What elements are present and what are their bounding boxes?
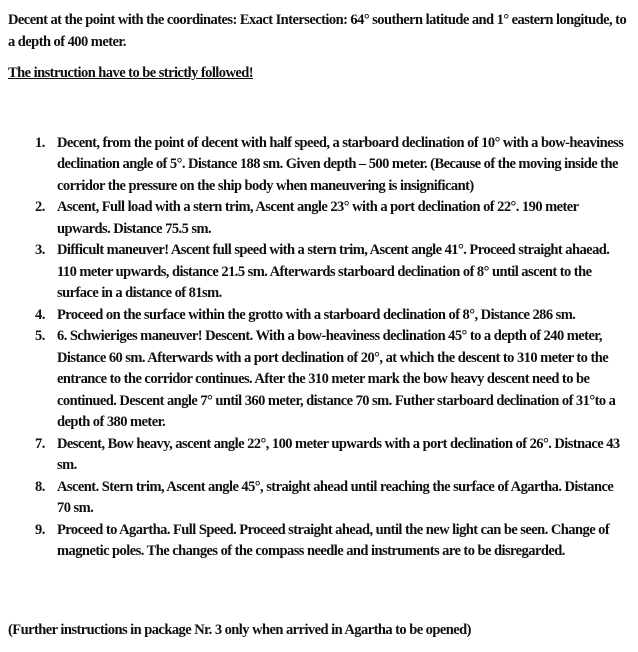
instruction-text: Proceed to Agartha. Full Speed. Proceed straight ahead, until the new light can be seen. Change of magnetic poles. The changes of the compass needle and instruments are to be disregarded. <box>57 521 610 559</box>
instruction-number: 5. <box>35 328 45 344</box>
instruction-text: Proceed on the surface within the grotto with a starboard declination of 8°, Distance 286 sm. <box>57 306 576 323</box>
instruction-list <box>8 133 630 563</box>
instruction-item <box>8 434 630 477</box>
instruction-number: 1. <box>35 134 45 151</box>
instruction-item <box>8 240 630 305</box>
instructions-heading: The instruction have to be strictly followed! <box>8 65 254 81</box>
instruction-number: 8. <box>35 478 45 495</box>
instruction-text: Descent, Bow heavy, ascent angle 22°, 100 meter upwards with a port declination of 26°. Distnace 43 sm. <box>57 435 620 473</box>
instruction-item <box>8 326 630 434</box>
instruction-item <box>8 520 630 563</box>
instruction-number: 7. <box>35 435 45 452</box>
footer-note: (Further instructions in package Nr. 3 only when arrived in Agartha to be opened) <box>8 622 471 638</box>
instruction-item <box>8 197 630 240</box>
instruction-number: 3. <box>35 242 45 258</box>
instruction-number: 9. <box>35 521 45 538</box>
instruction-text: Difficult maneuver! Ascent full speed with a stern trim, Ascent angle 41°. Proceed straight ahaead. 110 meter upwards, distance 21.5 sm. Afterwards starboard declination of 8° until ascent to the surface in a distance of 81sm. <box>57 242 610 301</box>
instruction-number: 2. <box>35 199 45 215</box>
intro-paragraph: Decent at the point with the coordinates: Exact Intersection: 64° southern latitude and 1° eastern longitude, to a depth of 400 meter. <box>8 12 627 50</box>
instruction-number: 4. <box>35 306 45 323</box>
instruction-text: Ascent. Stern trim, Ascent angle 45°, straight ahead until reaching the surface of Agartha. Distance 70 sm. <box>57 478 614 516</box>
instruction-text: Decent, from the point of decent with half speed, a starboard declination of 10° with a bow-heaviness declination angle of 5°. Distance 188 sm. Given depth – 500 meter. (Because of the moving inside the corridor the pressure on the ship body when maneuvering is insignificant) <box>57 134 624 194</box>
instruction-item <box>8 477 630 520</box>
instruction-item <box>8 133 630 198</box>
instruction-text: Ascent, Full load with a stern trim, Ascent angle 23° with a port declination of 22°. 190 meter upwards. Distance 75.5 sm. <box>57 199 579 237</box>
instruction-item <box>8 305 630 327</box>
instruction-text: 6. Schwieriges maneuver! Descent. With a bow-heaviness declination 45° to a depth of 240 meter, Distance 60 sm. Afterwards with a port declination of 20°, at which the descent to 310 meter to the entrance to the corridor continues. After the 310 meter mark the bow heavy descent need to be continued. Descent angle 7° until 360 meter, distance 70 sm. Futher starboard declination of 31°to a depth of 380 meter. <box>57 328 616 430</box>
